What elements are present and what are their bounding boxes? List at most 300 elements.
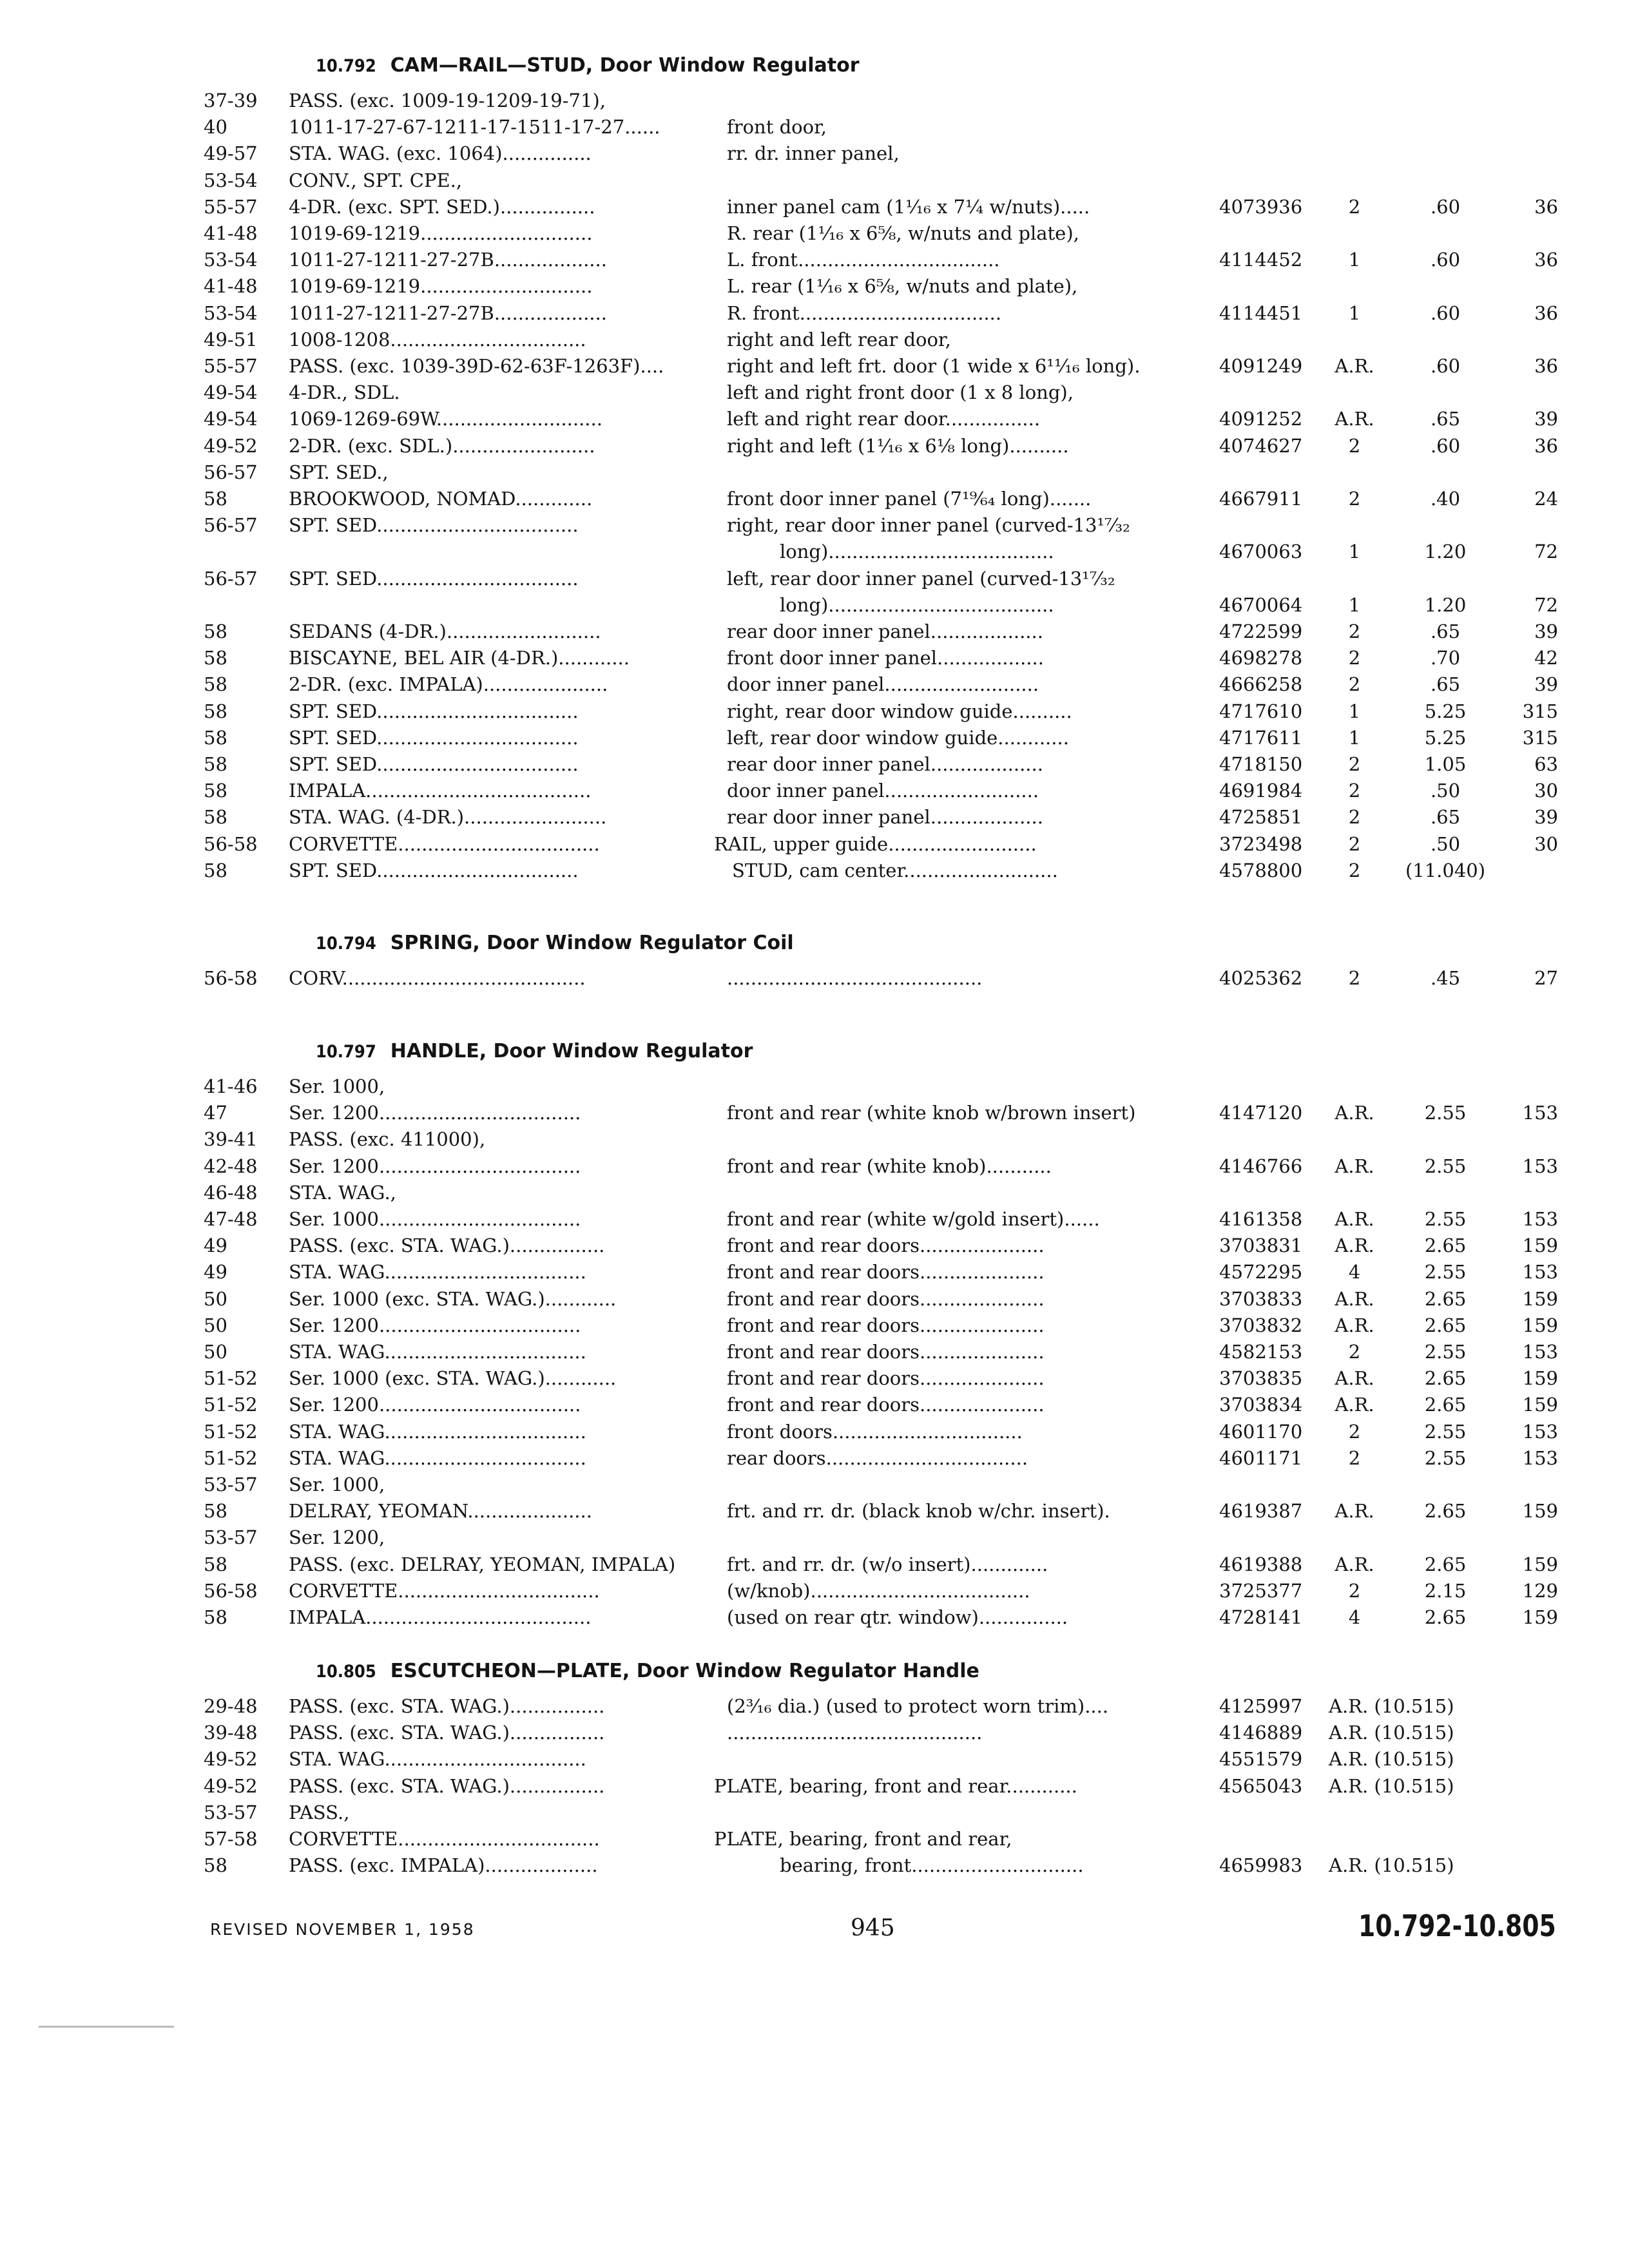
reference-cell: A.R. (10.515) [1329, 1854, 1454, 1877]
part-number-cell: 3703831 [1219, 1235, 1303, 1257]
table-row [0, 168, 1629, 194]
table-row [0, 1852, 1629, 1879]
year-cell: 53-54 [204, 169, 258, 191]
description-cell: right, rear door window guide.......... [727, 700, 1072, 722]
quantity-cell: A.R. [1335, 1394, 1374, 1416]
table-row [0, 459, 1629, 486]
year-cell: 50 [204, 1314, 227, 1336]
model-cell: PASS. (exc. DELRAY, YEOMAN, IMPALA) [289, 1553, 676, 1575]
table-row [0, 1153, 1629, 1180]
table-row [0, 1233, 1629, 1259]
list-cell: 159 [1522, 1314, 1558, 1336]
part-number-cell: 4601171 [1219, 1446, 1303, 1469]
section-title: CAM—RAIL—STUD, Door Window Regulator [390, 54, 860, 77]
list-cell: 159 [1522, 1367, 1558, 1390]
description-cell: front door, [727, 116, 827, 139]
part-number-cell: 4091249 [1219, 355, 1303, 377]
model-cell: DELRAY, YEOMAN..................... [289, 1500, 592, 1523]
year-cell: 49-52 [204, 1748, 258, 1771]
table-row [0, 1472, 1629, 1498]
table-row [0, 1693, 1629, 1720]
table-row [0, 433, 1629, 459]
year-cell: 49-54 [204, 381, 258, 404]
list-cell: 159 [1522, 1394, 1558, 1416]
description-cell: left and right rear door................ [727, 408, 1041, 430]
model-cell: 4-DR. (exc. SPT. SED.)................ [289, 195, 595, 218]
reference-cell: A.R. (10.515) [1329, 1695, 1454, 1717]
table-row [0, 539, 1629, 565]
model-cell: Ser. 1200, [289, 1526, 385, 1549]
price-cell: 2.55 [1424, 1208, 1467, 1230]
description-cell: PLATE, bearing, front and rear, [714, 1828, 1012, 1850]
part-number-cell: 4074627 [1219, 434, 1303, 457]
model-cell: PASS., [289, 1801, 350, 1823]
table-row [0, 1206, 1629, 1233]
year-cell: 58 [204, 673, 227, 696]
quantity-cell: A.R. [1335, 1367, 1374, 1390]
list-cell: 159 [1522, 1500, 1558, 1523]
model-cell: PASS. (exc. IMPALA)................... [289, 1854, 598, 1877]
model-cell: STA. WAG.................................. [289, 1261, 586, 1283]
model-cell: SPT. SED., [289, 461, 389, 483]
table-row [0, 486, 1629, 512]
list-cell: 153 [1522, 1446, 1558, 1469]
table-row [0, 1286, 1629, 1312]
price-cell: 2.55 [1424, 1446, 1467, 1469]
quantity-cell: A.R. [1335, 408, 1374, 430]
list-cell: 153 [1522, 1102, 1558, 1124]
table-row [0, 778, 1629, 804]
part-number-cell: 4718150 [1219, 753, 1303, 775]
table-row [0, 1746, 1629, 1773]
table-row [0, 1720, 1629, 1746]
table-row [0, 1552, 1629, 1578]
year-cell: 53-54 [204, 302, 258, 324]
year-cell: 40 [204, 116, 227, 139]
description-cell: front door inner panel (7¹⁹⁄₆₄ long)....... [727, 488, 1092, 510]
model-cell: PASS. (exc. STA. WAG.)................ [289, 1722, 605, 1744]
table-row [0, 1524, 1629, 1551]
quantity-cell: 2 [1348, 859, 1361, 881]
model-cell: CORVETTE.................................. [289, 1579, 600, 1602]
table-row [0, 1339, 1629, 1365]
year-cell: 58 [204, 1854, 227, 1877]
year-cell: 58 [204, 488, 227, 510]
description-cell: door inner panel.......................... [727, 673, 1039, 696]
table-row [0, 831, 1629, 858]
description-cell: STUD, cam center.......................... [732, 859, 1058, 881]
year-cell: 56-57 [204, 514, 258, 537]
list-cell: 159 [1522, 1606, 1558, 1628]
quantity-cell: 4 [1348, 1606, 1361, 1628]
model-cell: CORVETTE.................................. [289, 832, 600, 855]
description-cell: PLATE, bearing, front and rear............ [714, 1774, 1077, 1797]
list-cell: 159 [1522, 1287, 1558, 1310]
year-cell: 47 [204, 1102, 227, 1124]
year-cell: 39-48 [204, 1722, 258, 1744]
price-cell: 2.65 [1424, 1553, 1467, 1575]
page-number: 945 [851, 1915, 895, 1941]
model-cell: SEDANS (4-DR.).......................... [289, 620, 601, 642]
quantity-cell: 2 [1348, 780, 1361, 802]
quantity-cell: 2 [1348, 753, 1361, 775]
part-number-cell: 3703835 [1219, 1367, 1303, 1390]
model-cell: IMPALA...................................... [289, 1606, 592, 1628]
part-number-cell: 4717610 [1219, 700, 1303, 722]
table-row [0, 220, 1629, 247]
description-cell: ........................................... [727, 967, 983, 989]
section-range: 10.792-10.805 [1358, 1908, 1556, 1943]
part-number-cell: 4601170 [1219, 1420, 1303, 1443]
table-row [0, 247, 1629, 273]
description-cell: rr. dr. inner panel, [727, 142, 900, 165]
table-row [0, 512, 1629, 539]
model-cell: STA. WAG.................................. [289, 1420, 586, 1443]
list-cell: 24 [1534, 488, 1558, 510]
section-title: HANDLE, Door Window Regulator [390, 1040, 753, 1062]
part-number-cell: 4125997 [1219, 1695, 1303, 1717]
year-cell: 47-48 [204, 1208, 258, 1230]
part-number-cell: 4091252 [1219, 408, 1303, 430]
table-row [0, 1826, 1629, 1852]
table-row [0, 1312, 1629, 1339]
model-cell: PASS. (exc. STA. WAG.)................ [289, 1695, 605, 1717]
quantity-cell: 1 [1348, 593, 1361, 616]
model-cell: BISCAYNE, BEL AIR (4-DR.)............ [289, 647, 630, 669]
model-cell: PASS. (exc. STA. WAG.)................ [289, 1235, 605, 1257]
list-cell: 39 [1534, 806, 1558, 829]
model-cell: SPT. SED.................................. [289, 700, 579, 722]
price-cell: 2.65 [1424, 1500, 1467, 1523]
model-cell: 1069-1269-69W............................ [289, 408, 602, 430]
quantity-cell: A.R. [1335, 1208, 1374, 1230]
year-cell: 46-48 [204, 1181, 258, 1204]
model-cell: STA. WAG. (4-DR.)........................ [289, 806, 607, 829]
quantity-cell: A.R. [1335, 1314, 1374, 1336]
part-number-cell: 3723498 [1219, 832, 1303, 855]
price-cell: 2.55 [1424, 1420, 1467, 1443]
price-cell: .70 [1430, 647, 1461, 669]
year-cell: 51-52 [204, 1420, 258, 1443]
price-cell: .60 [1430, 302, 1461, 324]
section-title: SPRING, Door Window Regulator Coil [390, 932, 794, 954]
quantity-cell: 1 [1348, 302, 1361, 324]
table-row [0, 751, 1629, 778]
quantity-cell: 2 [1348, 1446, 1361, 1469]
part-number-cell: 4146889 [1219, 1722, 1303, 1744]
description-cell: front and rear doors..................... [727, 1367, 1045, 1390]
year-cell: 29-48 [204, 1695, 258, 1717]
price-cell: 1.20 [1424, 593, 1467, 616]
quantity-cell: 1 [1348, 541, 1361, 563]
price-cell: 2.65 [1424, 1394, 1467, 1416]
model-cell: STA. WAG.................................. [289, 1446, 586, 1469]
table-row [0, 725, 1629, 751]
description-cell: left, rear door window guide............ [727, 726, 1069, 749]
model-cell: IMPALA...................................... [289, 780, 592, 802]
model-cell: 2-DR. (exc. IMPALA)..................... [289, 673, 608, 696]
price-cell: 2.65 [1424, 1287, 1467, 1310]
part-number-cell: 4025362 [1219, 967, 1303, 989]
list-cell: 72 [1534, 593, 1558, 616]
part-number-cell: 4114451 [1219, 302, 1303, 324]
list-cell: 36 [1534, 302, 1558, 324]
quantity-cell: A.R. [1335, 1287, 1374, 1310]
price-cell: .60 [1430, 249, 1461, 271]
part-number-cell: 4161358 [1219, 1208, 1303, 1230]
reference-cell: A.R. (10.515) [1329, 1748, 1454, 1771]
price-cell: (11.040) [1405, 859, 1486, 881]
model-cell: Ser. 1200.................................. [289, 1102, 581, 1124]
part-number-cell: 4619388 [1219, 1553, 1303, 1575]
model-cell: CONV., SPT. CPE., [289, 169, 463, 191]
list-cell: 159 [1522, 1235, 1558, 1257]
table-row [0, 671, 1629, 698]
price-cell: 2.55 [1424, 1155, 1467, 1177]
list-cell: 42 [1534, 647, 1558, 669]
model-cell: PASS. (exc. 411000), [289, 1128, 486, 1151]
year-cell: 51-52 [204, 1367, 258, 1390]
table-row [0, 1498, 1629, 1524]
part-number-cell: 4717611 [1219, 726, 1303, 749]
table-row [0, 140, 1629, 167]
quantity-cell: 1 [1348, 726, 1361, 749]
year-cell: 58 [204, 647, 227, 669]
model-cell: 2-DR. (exc. SDL.)........................ [289, 434, 595, 457]
table-row [0, 566, 1629, 592]
price-cell: 2.65 [1424, 1606, 1467, 1628]
year-cell: 50 [204, 1341, 227, 1363]
section-number: 10.794 [316, 934, 376, 954]
year-cell: 58 [204, 620, 227, 642]
model-cell: 1019-69-1219............................. [289, 222, 593, 244]
price-cell: .65 [1430, 408, 1461, 430]
year-cell: 41-48 [204, 275, 258, 298]
reference-cell: A.R. (10.515) [1329, 1774, 1454, 1797]
list-cell: 315 [1522, 700, 1558, 722]
table-row [0, 88, 1629, 114]
section-header [316, 928, 794, 959]
price-cell: .65 [1430, 806, 1461, 829]
year-cell: 58 [204, 780, 227, 802]
quantity-cell: 2 [1348, 1420, 1361, 1443]
list-cell: 39 [1534, 620, 1558, 642]
table-row [0, 406, 1629, 432]
model-cell: Ser. 1200.................................. [289, 1155, 581, 1177]
year-cell: 49-54 [204, 408, 258, 430]
model-cell: PASS. (exc. 1039-39D-62-63F-1263F).... [289, 355, 664, 377]
model-cell: SPT. SED.................................. [289, 514, 579, 537]
year-cell: 41-48 [204, 222, 258, 244]
year-cell: 51-52 [204, 1394, 258, 1416]
model-cell: 4-DR., SDL. [289, 381, 400, 404]
quantity-cell: 2 [1348, 488, 1361, 510]
table-row [0, 1100, 1629, 1126]
price-cell: .65 [1430, 673, 1461, 696]
model-cell: 1008-1208................................. [289, 328, 586, 351]
list-cell: 159 [1522, 1553, 1558, 1575]
table-row [0, 698, 1629, 725]
model-cell: CORVETTE.................................. [289, 1828, 600, 1850]
model-cell: Ser. 1000.................................. [289, 1208, 581, 1230]
price-cell: .60 [1430, 355, 1461, 377]
quantity-cell: 1 [1348, 700, 1361, 722]
year-cell: 53-57 [204, 1526, 258, 1549]
description-cell: (used on rear qtr. window)............... [727, 1606, 1068, 1628]
list-cell: 153 [1522, 1420, 1558, 1443]
quantity-cell: 2 [1348, 195, 1361, 218]
year-cell: 39-41 [204, 1128, 258, 1151]
part-number-cell: 3725377 [1219, 1579, 1303, 1602]
list-cell: 153 [1522, 1155, 1558, 1177]
table-row [0, 1126, 1629, 1153]
description-cell: (w/knob)..................................... [727, 1579, 1030, 1602]
table-row [0, 1419, 1629, 1445]
year-cell: 58 [204, 806, 227, 829]
list-cell: 153 [1522, 1341, 1558, 1363]
year-cell: 56-57 [204, 461, 258, 483]
year-cell: 55-57 [204, 355, 258, 377]
year-cell: 50 [204, 1287, 227, 1310]
table-row [0, 1180, 1629, 1206]
description-cell: front and rear (white knob w/brown insert) [727, 1102, 1136, 1124]
part-number-cell: 4659983 [1219, 1854, 1303, 1877]
description-cell: rear doors.................................. [727, 1446, 1028, 1469]
list-cell: 27 [1534, 967, 1558, 989]
part-number-cell: 4146766 [1219, 1155, 1303, 1177]
section-number: 10.792 [316, 56, 376, 76]
quantity-cell: A.R. [1335, 1500, 1374, 1523]
year-cell: 58 [204, 726, 227, 749]
description-cell: front and rear doors..................... [727, 1314, 1045, 1336]
table-row [0, 1578, 1629, 1604]
part-number-cell: 4698278 [1219, 647, 1303, 669]
section-number: 10.805 [316, 1662, 376, 1682]
year-cell: 49-52 [204, 1774, 258, 1797]
quantity-cell: 2 [1348, 1579, 1361, 1602]
table-row [0, 353, 1629, 380]
part-number-cell: 4667911 [1219, 488, 1303, 510]
table-row [0, 380, 1629, 406]
part-number-cell: 4114452 [1219, 249, 1303, 271]
year-cell: 42-48 [204, 1155, 258, 1177]
table-row [0, 194, 1629, 220]
section-number: 10.797 [316, 1042, 376, 1062]
table-row [0, 619, 1629, 645]
part-number-cell: 4670063 [1219, 541, 1303, 563]
model-cell: Ser. 1000, [289, 1075, 385, 1097]
part-number-cell: 4728141 [1219, 1606, 1303, 1628]
part-number-cell: 4691984 [1219, 780, 1303, 802]
price-cell: .65 [1430, 620, 1461, 642]
list-cell: 39 [1534, 673, 1558, 696]
part-number-cell: 4578800 [1219, 859, 1303, 881]
year-cell: 41-46 [204, 1075, 258, 1097]
part-number-cell: 4670064 [1219, 593, 1303, 616]
quantity-cell: 2 [1348, 967, 1361, 989]
year-cell: 49 [204, 1261, 227, 1283]
quantity-cell: 2 [1348, 832, 1361, 855]
model-cell: Ser. 1000 (exc. STA. WAG.)............ [289, 1367, 617, 1390]
price-cell: 1.20 [1424, 541, 1467, 563]
year-cell: 57-58 [204, 1828, 258, 1850]
year-cell: 51-52 [204, 1446, 258, 1469]
list-cell: 72 [1534, 541, 1558, 563]
reference-cell: A.R. (10.515) [1329, 1722, 1454, 1744]
price-cell: 2.15 [1424, 1579, 1467, 1602]
description-cell: front and rear (white w/gold insert)...... [727, 1208, 1100, 1230]
quantity-cell: A.R. [1335, 1553, 1374, 1575]
description-cell: RAIL, upper guide......................... [714, 832, 1037, 855]
price-cell: .60 [1430, 434, 1461, 457]
model-cell: Ser. 1200.................................. [289, 1394, 581, 1416]
quantity-cell: 2 [1348, 647, 1361, 669]
year-cell: 56-57 [204, 567, 258, 590]
table-row [0, 645, 1629, 671]
list-cell: 36 [1534, 434, 1558, 457]
list-cell: 36 [1534, 355, 1558, 377]
model-cell: 1011-27-1211-27-27B................... [289, 302, 607, 324]
quantity-cell: 4 [1348, 1261, 1361, 1283]
table-row [0, 1259, 1629, 1285]
model-cell: 1011-27-1211-27-27B................... [289, 249, 607, 271]
part-number-cell: 4666258 [1219, 673, 1303, 696]
model-cell: Ser. 1000 (exc. STA. WAG.)............ [289, 1287, 617, 1310]
table-row [0, 1773, 1629, 1800]
table-row [0, 273, 1629, 300]
year-cell: 58 [204, 1553, 227, 1575]
quantity-cell: A.R. [1335, 1235, 1374, 1257]
model-cell: STA. WAG., [289, 1181, 396, 1204]
scan-mark [39, 2026, 174, 2028]
price-cell: 2.55 [1424, 1102, 1467, 1124]
quantity-cell: A.R. [1335, 1155, 1374, 1177]
list-cell: 315 [1522, 726, 1558, 749]
model-cell: SPT. SED.................................. [289, 859, 579, 881]
description-cell: front and rear doors..................... [727, 1261, 1045, 1283]
part-number-cell: 4073936 [1219, 195, 1303, 218]
year-cell: 53-57 [204, 1474, 258, 1495]
description-cell: right and left rear door, [727, 328, 951, 351]
table-row [0, 1392, 1629, 1418]
description-cell: rear door inner panel................... [727, 806, 1043, 829]
description-cell: L. rear (1¹⁄₁₆ x 6⁵⁄₈, w/nuts and plate), [727, 275, 1078, 298]
quantity-cell: 2 [1348, 806, 1361, 829]
description-cell: front doors................................ [727, 1420, 1023, 1443]
description-cell: ........................................... [727, 1722, 983, 1744]
list-cell: 153 [1522, 1208, 1558, 1230]
year-cell: 56-58 [204, 967, 258, 989]
model-cell: PASS. (exc. 1009-19-1209-19-71), [289, 90, 606, 111]
description-cell: long)...................................... [780, 541, 1054, 563]
description-cell: (2³⁄₁₆ dia.) (used to protect worn trim).... [727, 1695, 1109, 1717]
table-row [0, 1800, 1629, 1826]
year-cell: 49-52 [204, 434, 258, 457]
year-cell: 53-54 [204, 249, 258, 271]
model-cell: STA. WAG.................................. [289, 1341, 586, 1363]
description-cell: inner panel cam (1¹⁄₁₆ x 7¹⁄₄ w/nuts)..... [727, 195, 1090, 218]
list-cell: 30 [1534, 832, 1558, 855]
price-cell: .60 [1430, 195, 1461, 218]
description-cell: front and rear (white knob)........... [727, 1155, 1052, 1177]
description-cell: right, rear door inner panel (curved-13¹⁷⁄₃₂ [727, 514, 1130, 537]
model-cell: SPT. SED.................................. [289, 567, 579, 590]
model-cell: STA. WAG.................................. [289, 1748, 586, 1771]
description-cell: right and left (1¹⁄₁₆ x 6¹⁄₈ long).......... [727, 434, 1069, 457]
description-cell: front and rear doors..................... [727, 1287, 1045, 1310]
part-number-cell: 4147120 [1219, 1102, 1303, 1124]
model-cell: BROOKWOOD, NOMAD............. [289, 488, 593, 510]
